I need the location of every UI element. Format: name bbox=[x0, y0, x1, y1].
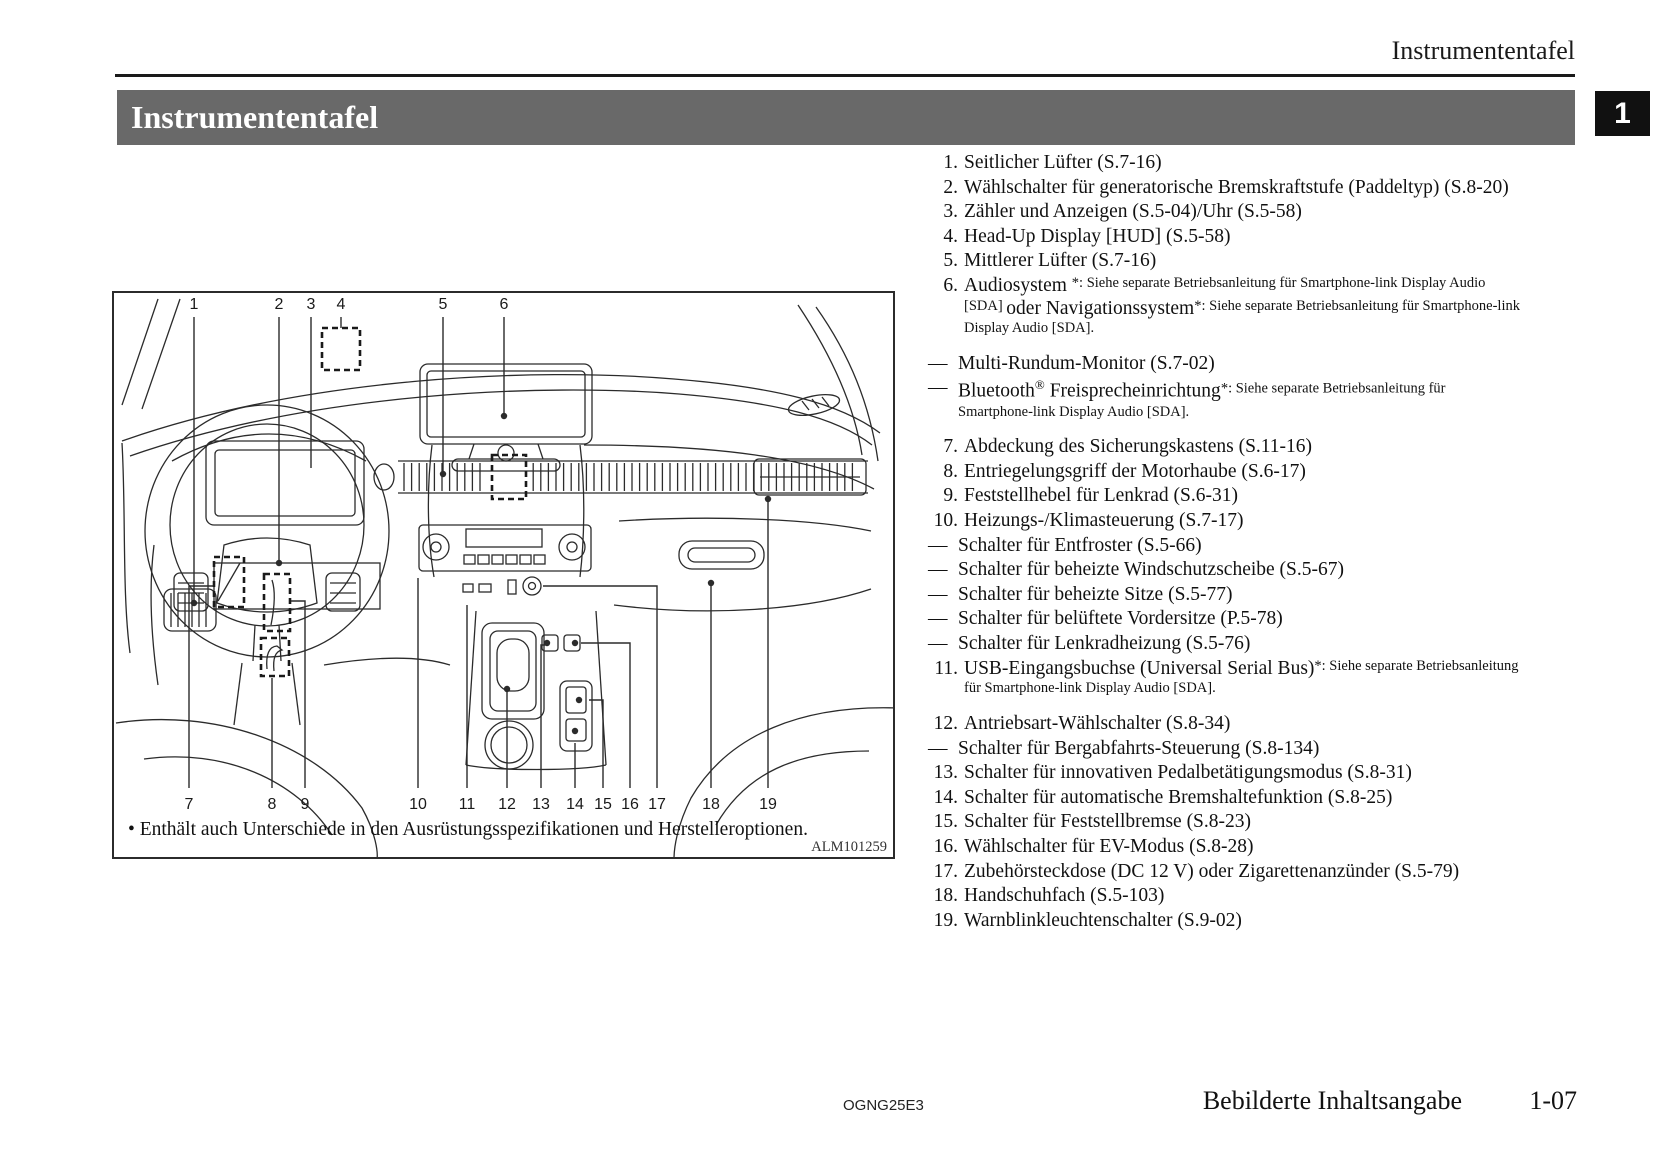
footnote-segment: *: Siehe separate Betriebsanleitung für Smartphone-link Display Audio [SDA]. bbox=[958, 380, 1446, 420]
legend-text-segment: USB-Eingangsbuchse (Universal Serial Bus) bbox=[964, 657, 1315, 679]
callout-number: 3 bbox=[306, 296, 316, 313]
legend-item bbox=[928, 226, 1522, 249]
callout-number: 8 bbox=[267, 796, 277, 813]
footer-section-title: Bebilderte Inhaltsangabe bbox=[1202, 1086, 1462, 1115]
footer-page-number: 1-07 bbox=[1529, 1086, 1577, 1115]
legend-text-segment: Schalter für automatische Bremshaltefunktion (S.8-25) bbox=[964, 786, 1393, 808]
legend-subitem bbox=[928, 608, 1522, 631]
legend-item bbox=[928, 658, 1522, 703]
legend-item bbox=[928, 910, 1522, 933]
callout-number: 2 bbox=[274, 296, 284, 313]
legend-item-number: 14. bbox=[933, 786, 958, 808]
callout-endpoint-dot bbox=[191, 600, 197, 606]
callout-number: 11 bbox=[458, 796, 476, 813]
legend-text-segment: Handschuhfach (S.5-103) bbox=[964, 885, 1165, 907]
callout-endpoint-dot bbox=[440, 471, 446, 477]
callout-number: 5 bbox=[438, 296, 448, 313]
legend-item-number: 19. bbox=[933, 909, 958, 931]
legend-subitem bbox=[928, 535, 1522, 558]
callout-number: 7 bbox=[184, 796, 194, 813]
legend-subitem bbox=[928, 353, 1522, 376]
legend-item bbox=[928, 201, 1522, 224]
legend-item-number: 3. bbox=[943, 201, 958, 223]
legend-item-number: 4. bbox=[943, 225, 958, 247]
callout-number: 12 bbox=[498, 796, 516, 813]
legend-item bbox=[928, 275, 1522, 343]
cup-holder bbox=[485, 721, 533, 769]
legend-subitem bbox=[928, 559, 1522, 582]
footnote-segment: *: Siehe separate Betriebsanleitung für Smartphone-link Display Audio [SDA] bbox=[964, 275, 1486, 314]
callout-leader-line bbox=[581, 643, 630, 788]
accessory-socket bbox=[523, 577, 541, 595]
legend-item bbox=[928, 250, 1522, 273]
chapter-tab: 1 bbox=[1595, 91, 1650, 136]
climate-button bbox=[506, 555, 517, 564]
legend-item bbox=[928, 836, 1522, 859]
legend-subitem bbox=[928, 584, 1522, 607]
legend-item-number: 10. bbox=[933, 510, 958, 532]
legend-subitem bbox=[928, 738, 1522, 761]
callout-number: 10 bbox=[409, 796, 427, 813]
legend-text-segment: Head-Up Display [HUD] (S.5-58) bbox=[964, 225, 1231, 247]
subitem-dash: — bbox=[928, 534, 948, 556]
callout-number: 1 bbox=[189, 296, 199, 313]
climate-controls bbox=[419, 525, 591, 571]
subitem-dash: — bbox=[928, 633, 948, 655]
legend-text-segment: oder Navigationssystem bbox=[1006, 297, 1195, 319]
legend-text-segment: Zubehörsteckdose (DC 12 V) oder Zigarettenanzünder (S.5-79) bbox=[964, 860, 1460, 882]
page-header-title: Instrumententafel bbox=[1391, 36, 1575, 65]
legend-text-segment: Schalter für Feststellbremse (S.8-23) bbox=[964, 811, 1252, 833]
footer-code: OGNG25E3 bbox=[843, 1097, 924, 1114]
callout-number: 13 bbox=[532, 796, 550, 813]
legend-item-number: 15. bbox=[933, 811, 958, 833]
section-title-bar: Instrumententafel bbox=[117, 90, 1575, 145]
legend-item-number: 16. bbox=[933, 835, 958, 857]
center-console bbox=[463, 541, 764, 769]
callout-endpoint-dot bbox=[544, 640, 550, 646]
legend-text-segment: Seitlicher Lüfter (S.7-16) bbox=[964, 152, 1162, 173]
steering-wheel bbox=[145, 405, 389, 725]
legend-list bbox=[928, 150, 1522, 932]
figure-note-bullet: • bbox=[128, 819, 135, 840]
usb-port bbox=[479, 584, 491, 592]
footnote-segment: *: Siehe separate Betriebsanleitung für Smartphone-link Display Audio [SDA]. bbox=[964, 657, 1519, 697]
subitem-dash: — bbox=[928, 583, 948, 605]
legend-item bbox=[928, 885, 1522, 908]
legend-text-segment: Mittlerer Lüfter (S.7-16) bbox=[964, 250, 1157, 272]
callout-number: 18 bbox=[702, 796, 720, 813]
callout-leader-line bbox=[589, 700, 603, 788]
glovebox-handle bbox=[679, 541, 764, 569]
climate-button bbox=[520, 555, 531, 564]
legend-item-number: 8. bbox=[943, 460, 958, 482]
callout-endpoint-dot bbox=[572, 728, 578, 734]
subitem-dash: — bbox=[928, 737, 948, 759]
legend-text-segment: Audiosystem bbox=[964, 275, 1072, 297]
legend-item bbox=[928, 461, 1522, 484]
legend-text-segment: Schalter für beheizte Sitze (S.5-77) bbox=[958, 583, 1233, 605]
subitem-dash: — bbox=[928, 377, 948, 399]
figure-note bbox=[128, 819, 808, 841]
air-vents bbox=[164, 459, 868, 631]
figure-note-text: Enthält auch Unterschiede in den Ausrüstungsspezifikationen und Herstelleroptionen. bbox=[139, 819, 808, 840]
steering-lock-dashed-box bbox=[264, 574, 290, 631]
legend-text-segment: Abdeckung des Sicherungskastens (S.11-16) bbox=[964, 436, 1313, 458]
callout-endpoint-dot bbox=[501, 413, 507, 419]
legend-item bbox=[928, 787, 1522, 810]
legend-item bbox=[928, 436, 1522, 459]
legend-item-number: 1. bbox=[943, 152, 958, 173]
legend-text-segment: Schalter für belüftete Vordersitze (P.5-78) bbox=[958, 608, 1283, 630]
legend-text-segment: Antriebsart-Wählschalter (S.8-34) bbox=[964, 712, 1231, 734]
legend-text-segment: Multi-Rundum-Monitor (S.7-02) bbox=[958, 352, 1215, 374]
climate-button bbox=[464, 555, 475, 564]
legend-text-segment: Schalter für Entfroster (S.5-66) bbox=[958, 534, 1202, 556]
subitem-dash: — bbox=[928, 608, 948, 630]
footnote-segment: *: Siehe separate Betriebsanleitung für Smartphone-link Display Audio [SDA]. bbox=[964, 297, 1520, 337]
legend-text-segment: Heizungs-/Klimasteuerung (S.7-17) bbox=[964, 510, 1244, 532]
legend-item bbox=[928, 762, 1522, 785]
callout-number: 15 bbox=[594, 796, 612, 813]
legend-item-number: 6. bbox=[943, 275, 958, 297]
dashboard-figure bbox=[114, 293, 893, 857]
callout-number: 9 bbox=[300, 796, 310, 813]
legend-text-segment: Bluetooth bbox=[958, 380, 1035, 402]
legend-item bbox=[928, 713, 1522, 736]
callout-number: 4 bbox=[336, 296, 346, 313]
callout-endpoint-dot bbox=[572, 640, 578, 646]
callout-endpoint-dot bbox=[765, 496, 771, 502]
legend-text-segment: Wählschalter für generatorische Bremskraftstufe (Paddeltyp) (S.8-20) bbox=[964, 176, 1509, 198]
legend-text-segment: Feststellhebel für Lenkrad (S.6-31) bbox=[964, 485, 1239, 507]
legend-item bbox=[928, 861, 1522, 884]
legend-item-number: 11. bbox=[934, 657, 958, 679]
subitem-dash: — bbox=[928, 559, 948, 581]
climate-button bbox=[492, 555, 503, 564]
shifter bbox=[482, 623, 544, 719]
header-rule bbox=[115, 74, 1575, 77]
callout-leader-line bbox=[291, 601, 305, 788]
legend-subitem bbox=[928, 377, 1522, 426]
callout-endpoint-dot bbox=[504, 686, 510, 692]
legend-text-segment: Freisprecheinrichtung bbox=[1044, 380, 1221, 402]
legend-item-number: 9. bbox=[943, 485, 958, 507]
callout-endpoint-dot bbox=[576, 697, 582, 703]
legend-item-number: 7. bbox=[943, 436, 958, 458]
hud-dashed-box bbox=[322, 328, 360, 370]
climate-button bbox=[534, 555, 545, 564]
figure-code: ALM101259 bbox=[811, 839, 887, 855]
callout-number: 16 bbox=[621, 796, 639, 813]
subitem-dash: — bbox=[928, 352, 948, 374]
legend-text-segment: Schalter für beheizte Windschutzscheibe (S.5-67) bbox=[958, 559, 1345, 581]
callout-number: 6 bbox=[499, 296, 509, 313]
dashed-callout-boxes bbox=[214, 328, 526, 676]
legend-item bbox=[928, 485, 1522, 508]
legend-item-number: 13. bbox=[933, 762, 958, 784]
legend-item bbox=[928, 811, 1522, 834]
legend-item-number: 17. bbox=[933, 860, 958, 882]
legend-item-number: 12. bbox=[933, 712, 958, 734]
legend-text-segment: Schalter für Bergabfahrts-Steuerung (S.8-134) bbox=[958, 737, 1320, 759]
legend-text-segment: Zähler und Anzeigen (S.5-04)/Uhr (S.5-58) bbox=[964, 201, 1302, 223]
legend-item bbox=[928, 177, 1522, 200]
callout-endpoint-dot bbox=[276, 560, 282, 566]
legend-item-number: 2. bbox=[943, 176, 958, 198]
legend-text-segment: ® bbox=[1034, 377, 1045, 393]
usb-port bbox=[463, 584, 473, 592]
legend-text-segment: Entriegelungsgriff der Motorhaube (S.6-17) bbox=[964, 460, 1306, 482]
legend-item-number: 18. bbox=[933, 885, 958, 907]
legend-item bbox=[928, 510, 1522, 533]
callout-number: 14 bbox=[566, 796, 584, 813]
diagram-panel bbox=[112, 291, 895, 859]
legend-subitem bbox=[928, 633, 1522, 656]
legend-item-number: 5. bbox=[943, 250, 958, 272]
legend-text-segment: Schalter für innovativen Pedalbetätigungsmodus (S.8-31) bbox=[964, 762, 1412, 784]
callout-endpoint-dot bbox=[708, 580, 714, 586]
legend-item bbox=[928, 152, 1522, 175]
legend-text-segment: Warnblinkleuchtenschalter (S.9-02) bbox=[964, 909, 1242, 931]
callout-number: 19 bbox=[759, 796, 777, 813]
callout-number: 17 bbox=[648, 796, 666, 813]
legend-text-segment: Schalter für Lenkradheizung (S.5-76) bbox=[958, 633, 1251, 655]
legend-text-segment: Wählschalter für EV-Modus (S.8-28) bbox=[964, 835, 1254, 857]
climate-button bbox=[478, 555, 489, 564]
